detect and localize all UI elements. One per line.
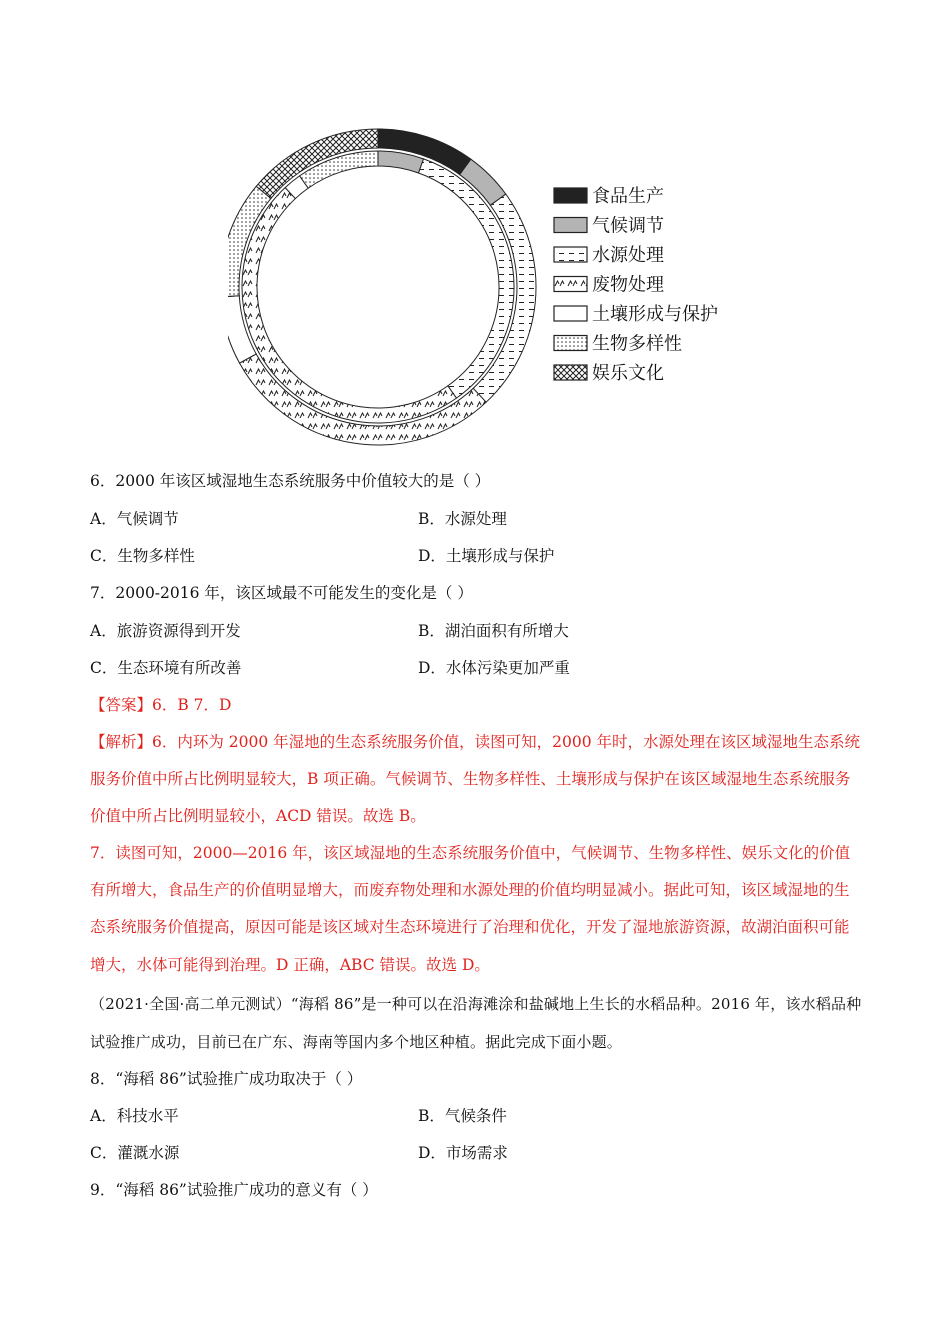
question-6-option-d[interactable]: D．土壤形成与保护 <box>418 547 555 565</box>
legend-label-5: 生物多样性 <box>592 333 682 355</box>
question-7-option-d[interactable]: D．水体污染更加严重 <box>418 659 570 677</box>
question-8-option-c[interactable]: C．灌溉水源 <box>90 1144 180 1162</box>
answer-line: 【答案】6．B 7．D <box>90 696 232 714</box>
ring-chart-figure <box>228 124 738 449</box>
legend-label-0: 食品生产 <box>592 186 664 207</box>
legend-label-4: 土壤形成与保护 <box>592 304 718 325</box>
question-8-stem: 8．“海稻 86”试验推广成功取决于（ ） <box>90 1070 363 1088</box>
legend-label-6: 娱乐文化 <box>592 363 664 384</box>
question-6-option-b[interactable]: B．水源处理 <box>418 510 507 528</box>
question-7-stem: 7．2000-2016 年，该区域最不可能发生的变化是（ ） <box>90 584 473 602</box>
question-6-option-c[interactable]: C．生物多样性 <box>90 547 195 565</box>
ring-inner-segment-1 <box>378 151 424 173</box>
question-7-option-a[interactable]: A．旅游资源得到开发 <box>90 622 241 640</box>
legend-swatch-4 <box>554 306 587 321</box>
legend-swatch-0 <box>554 188 587 203</box>
analysis-6: 【解析】6．内环为 2000 年湿地的生态系统服务价值，读图可知，2000 年时，水源处理在该区域湿地生态系统服务价值中所占比例明显较大，B 项正确。气候调节、生物多样性、土壤形成与保护在该区域湿地生态系统服务价值中所占比例明显较小，ACD 错误。故选 B。 <box>90 733 861 826</box>
question-8-option-d[interactable]: D．市场需求 <box>418 1144 508 1162</box>
question-8-option-b[interactable]: B．气候条件 <box>418 1107 507 1125</box>
question-6-option-a[interactable]: A．气候调节 <box>90 510 179 528</box>
analysis-7: 7．读图可知，2000—2016 年，该区域湿地的生态系统服务价值中，气候调节、生物多样性、娱乐文化的价值有所增大，食品生产的价值明显增大，而废弃物处理和水源处理的价值均明显减小。据此可知，该区域湿地的生态系统服务价值提高，原因可能是该区域对生态环境进行了治理和优化，开发了湿地旅游资源，故湖泊面积可能增大，水体可能得到治理。D 正确，ABC 错误。故选 D。 <box>90 844 851 974</box>
legend-swatch-2 <box>554 247 587 262</box>
legend-label-2: 水源处理 <box>592 245 664 266</box>
legend-swatch-5 <box>554 336 587 351</box>
question-9-stem: 9．“海稻 86”试验推广成功的意义有（ ） <box>90 1181 378 1199</box>
question-7-option-b[interactable]: B．湖泊面积有所增大 <box>418 622 569 640</box>
legend-label-1: 气候调节 <box>592 215 664 237</box>
legend-label-3: 废物处理 <box>592 274 664 296</box>
question-6-stem: 6．2000 年该区域湿地生态系统服务中价值较大的是（ ） <box>90 472 491 490</box>
ring-chart <box>228 124 738 449</box>
legend-swatch-6 <box>554 365 587 380</box>
question-7-option-c[interactable]: C．生态环境有所改善 <box>90 659 242 677</box>
legend-swatch-1 <box>554 218 587 233</box>
legend-swatch-3 <box>554 277 587 292</box>
intro-paragraph: （2021·全国·高二单元测试）“海稻 86”是一种可以在沿海滩涂和盐碱地上生长的水稻品种。2016 年，该水稻品种试验推广成功，目前已在广东、海南等国内多个地区种植。据此完成下面小题。 <box>90 995 862 1051</box>
question-8-option-a[interactable]: A．科技水平 <box>90 1107 179 1125</box>
